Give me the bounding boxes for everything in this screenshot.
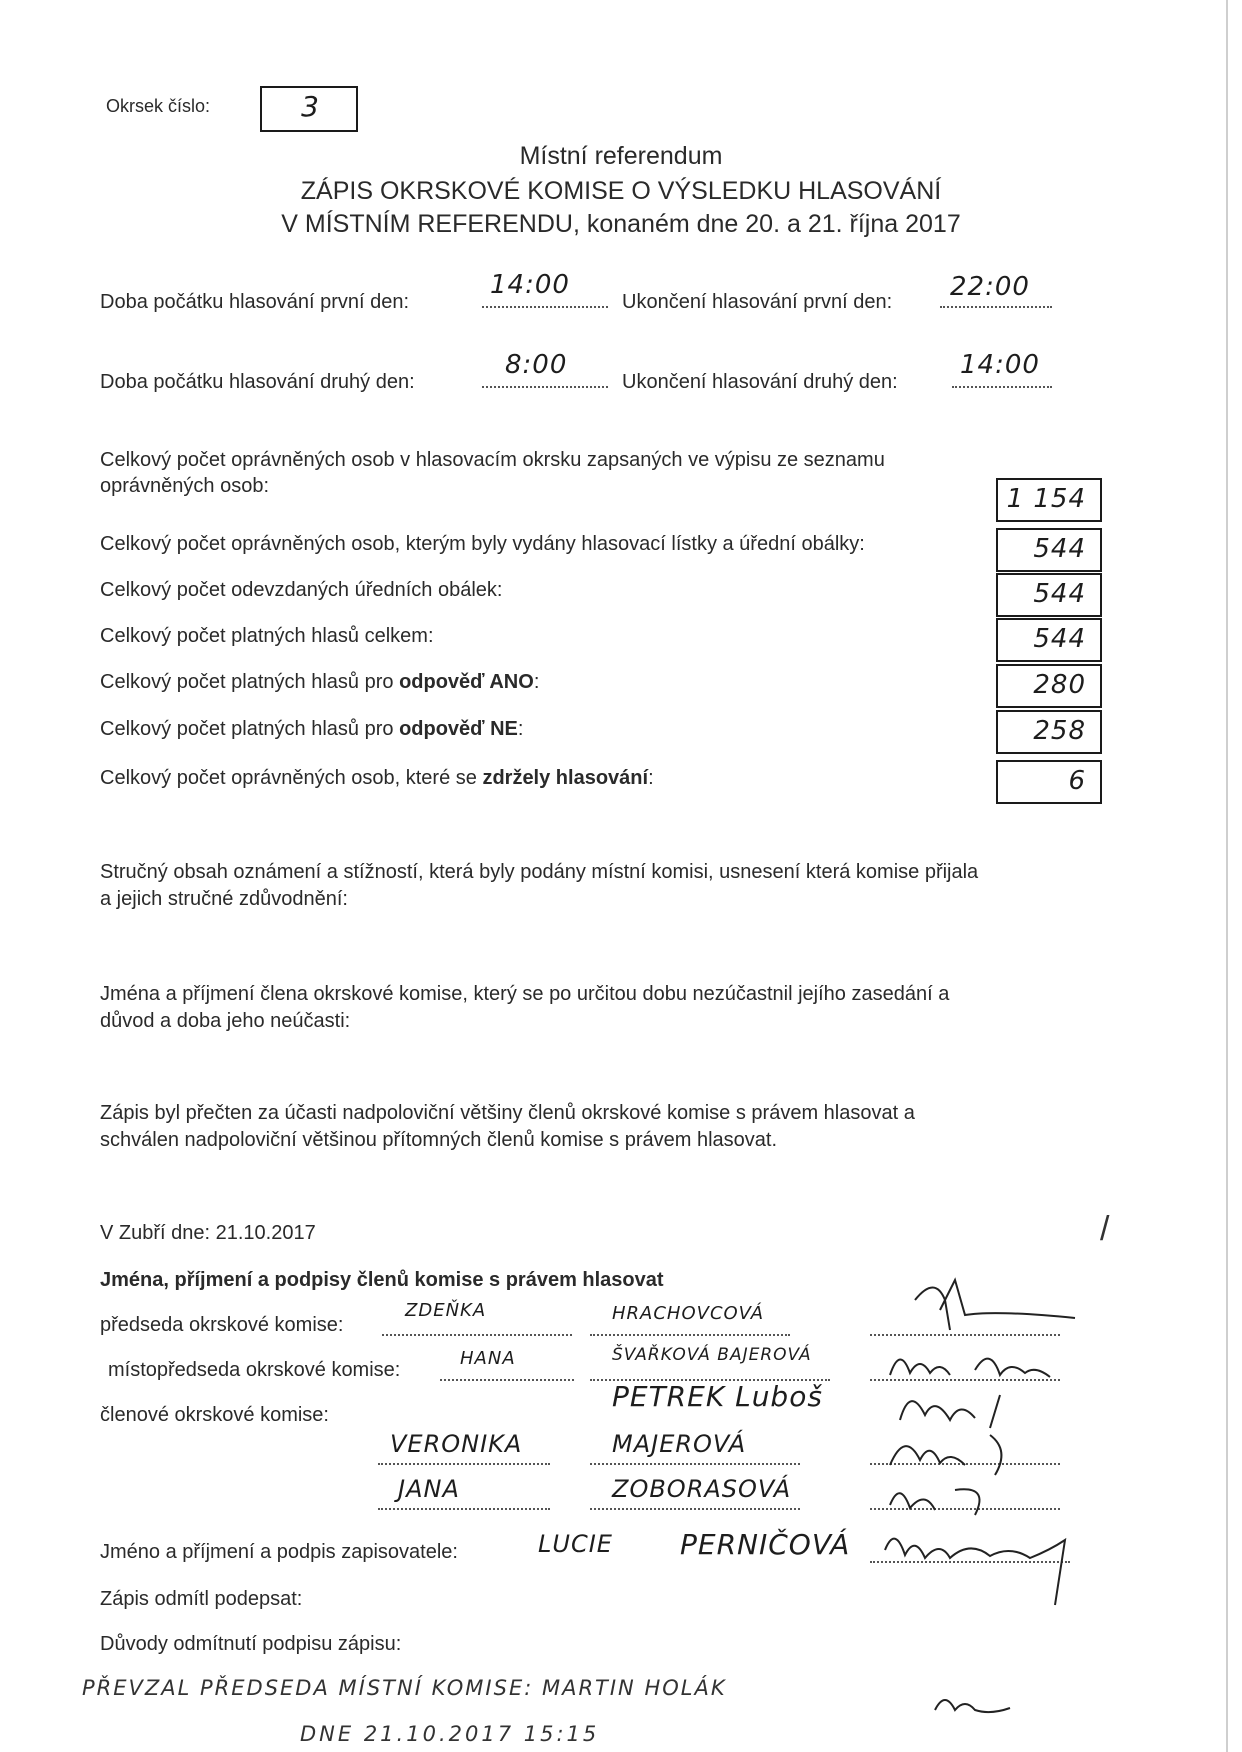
vice-last-name: ŠVAŘKOVÁ BAJEROVÁ — [612, 1345, 812, 1365]
start-day2-label: Doba počátku hlasování druhý den: — [100, 371, 415, 393]
returned-value: 544 — [1033, 579, 1086, 609]
refused-label: Zápis odmítl podepsat: — [100, 1588, 303, 1610]
start-day1-value: 14:00 — [490, 270, 570, 300]
eligible-label-1: Celkový počet oprávněných osob v hlasovacím okrsku zapsaných ve výpisu ze seznamu — [100, 449, 885, 471]
title-line1: Místní referendum — [519, 142, 723, 170]
start-day1-dots — [482, 306, 608, 308]
complaints-text-2: a jejich stručné zdůvodnění: — [100, 888, 348, 910]
member3-signature — [880, 1470, 1030, 1525]
end-day1-label: Ukončení hlasování první den: — [622, 291, 893, 313]
start-day2-value: 8:00 — [505, 350, 568, 380]
member3-last-name: ZOBORASOVÁ — [612, 1475, 792, 1503]
absent-text-1: Jména a příjmení člena okrskové komise, který se po určitou dobu nezúčastnil jejího zasedání a — [100, 983, 950, 1005]
handover-signature — [930, 1680, 1020, 1720]
end-day2-dots — [952, 386, 1052, 388]
yes-label: Celkový počet platných hlasů pro odpověď ANO: — [100, 671, 540, 693]
abstain-box — [996, 760, 1102, 804]
complaints-text-1: Stručný obsah oznámení a stížností, která byly podány místní komisi, usnesení která komise přijala — [100, 861, 979, 883]
end-day1-dots — [940, 306, 1052, 308]
valid-label: Celkový počet platných hlasů celkem: — [100, 625, 434, 647]
no-box — [996, 710, 1102, 754]
issued-value: 544 — [1033, 534, 1086, 564]
refusal-reason-label: Důvody odmítnutí podpisu zápisu: — [100, 1633, 402, 1655]
abstain-value: 6 — [1068, 766, 1086, 796]
yes-box — [996, 664, 1102, 708]
no-label: Celkový počet platných hlasů pro odpověď NE: — [100, 718, 524, 740]
vice-label: místopředseda okrskové komise: — [108, 1359, 401, 1381]
eligible-box — [996, 478, 1102, 522]
member2-first-name: VERONIKA — [390, 1430, 523, 1458]
end-day2-label: Ukončení hlasování druhý den: — [622, 371, 898, 393]
valid-value: 544 — [1033, 624, 1086, 654]
title-line2: ZÁPIS OKRSKOVÉ KOMISE O VÝSLEDKU HLASOVÁNÍ — [300, 177, 942, 205]
recorder-signature — [880, 1520, 1110, 1610]
chair-signature — [895, 1270, 1095, 1340]
initial-mark: / — [1100, 1210, 1110, 1248]
no-value: 258 — [1033, 716, 1086, 746]
scan-edge — [1226, 0, 1228, 1752]
returned-label: Celkový počet odevzdaných úředních obálek: — [100, 579, 503, 601]
handover-line-2: DNE 21.10.2017 15:15 — [300, 1722, 600, 1746]
issued-box — [996, 528, 1102, 572]
end-day2-value: 14:00 — [960, 350, 1040, 380]
abstain-label: Celkový počet oprávněných osob, které se zdržely hlasování: — [100, 767, 654, 789]
approved-text-1: Zápis byl přečten za účasti nadpoloviční většiny členů okrskové komise s právem hlasovat a — [100, 1102, 915, 1124]
district-value: 3 — [301, 90, 320, 123]
approved-text-2: schválen nadpoloviční většinou přítomných členů komise s právem hlasovat. — [100, 1129, 778, 1151]
chair-first-name: ZDEŇKA — [405, 1300, 487, 1321]
start-day2-dots — [482, 386, 608, 388]
chair-label: předseda okrskové komise: — [100, 1314, 344, 1336]
valid-box — [996, 618, 1102, 662]
members-label: členové okrskové komise: — [100, 1404, 329, 1426]
member1-full-name: PETREK Luboš — [612, 1380, 823, 1413]
chair-last-name: HRACHOVCOVÁ — [612, 1303, 765, 1324]
eligible-value: 1 154 — [1006, 484, 1086, 514]
title-line3: V MÍSTNÍM REFERENDU, konaném dne 20. a 21. října 2017 — [281, 210, 961, 238]
district-label: Okrsek číslo: — [106, 96, 211, 116]
start-day1-label: Doba počátku hlasování první den: — [100, 291, 410, 313]
eligible-label-2: oprávněných osob: — [100, 475, 270, 497]
returned-box — [996, 573, 1102, 617]
place-date: V Zubří dne: 21.10.2017 — [100, 1222, 316, 1244]
recorder-last-name: PERNIČOVÁ — [680, 1528, 851, 1561]
signatures-heading: Jména, příjmení a podpisy členů komise s právem hlasovat — [100, 1269, 664, 1291]
member3-first-name: JANA — [398, 1475, 460, 1503]
recorder-first-name: LUCIE — [538, 1530, 613, 1558]
vice-first-name: HANA — [460, 1348, 516, 1369]
yes-value: 280 — [1033, 670, 1086, 700]
issued-label: Celkový počet oprávněných osob, kterým byly vydány hlasovací lístky a úřední obálky: — [100, 533, 865, 555]
recorder-label: Jméno a příjmení a podpis zapisovatele: — [100, 1541, 458, 1563]
end-day1-value: 22:00 — [950, 272, 1030, 302]
district-box — [260, 86, 358, 132]
absent-text-2: důvod a doba jeho neúčasti: — [100, 1010, 351, 1032]
member2-last-name: MAJEROVÁ — [612, 1430, 747, 1458]
handover-line-1: PŘEVZAL PŘEDSEDA MÍSTNÍ KOMISE: MARTIN HOLÁK — [82, 1676, 727, 1700]
